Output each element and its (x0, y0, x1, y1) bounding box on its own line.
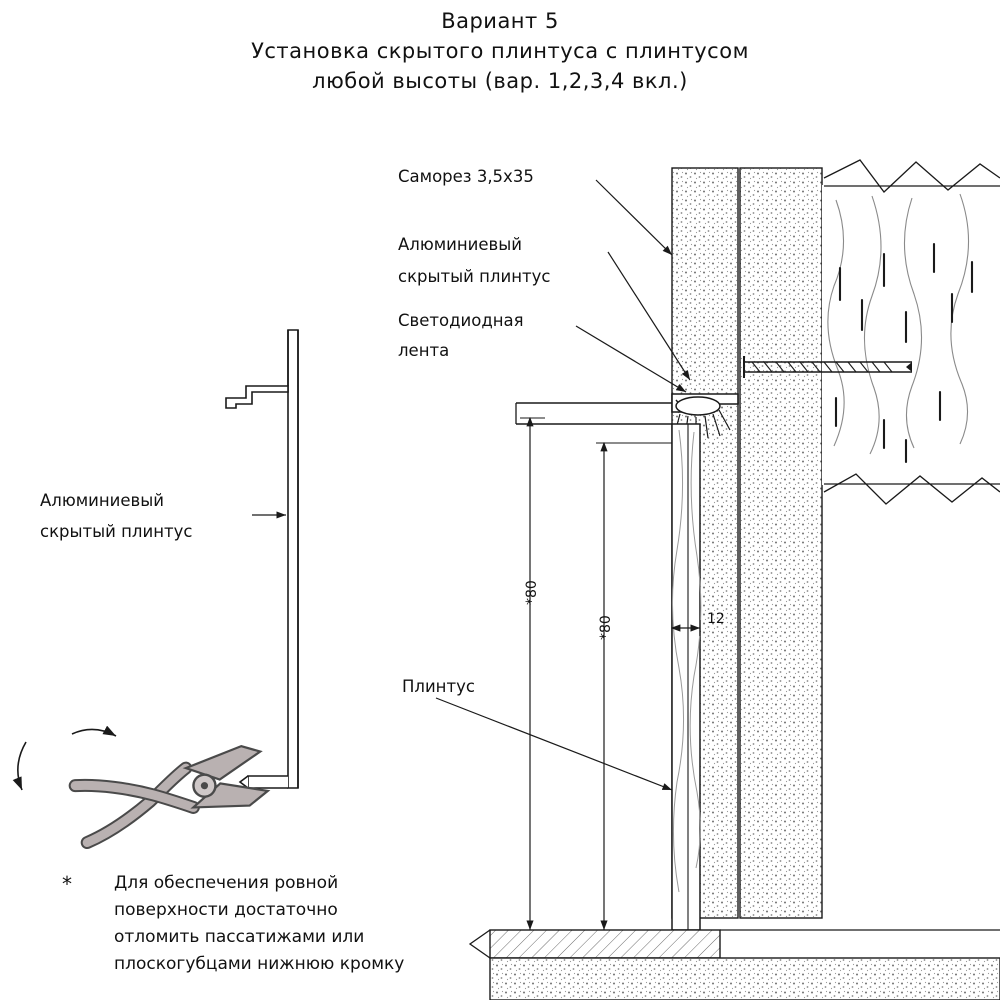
dimension-inner-80 (596, 443, 672, 930)
footnote-line-4: плоскогубцами нижнюю кромку (114, 954, 405, 974)
wall-timber-right (822, 160, 1000, 504)
dimension-label-outer: *80 (524, 580, 540, 605)
footnote-line-3: отломить пассатижами или (114, 927, 365, 947)
footnote-line-1: Для обеспечения ровной (114, 873, 339, 893)
callout-aluminium-left-line1: Алюминиевый (40, 491, 165, 510)
callout-skirting: Плинтус (402, 677, 475, 696)
callout-led-strip-line2: лента (398, 341, 450, 360)
dimension-label-inner: *80 (598, 615, 614, 640)
aluminium-profile-detached (226, 330, 298, 788)
title-line-3: любой высоты (вар. 1,2,3,4 вкл.) (312, 69, 688, 93)
title-line-2: Установка скрытого плинтуса с плинтусом (251, 39, 749, 63)
leader-screw (596, 180, 672, 255)
pliers-tool-icon (18, 729, 272, 843)
callout-aluminium-skirting-line1: Алюминиевый (398, 235, 523, 254)
floor-assembly (470, 930, 1000, 1000)
leader-skirting (436, 698, 672, 790)
wall-core (740, 168, 822, 918)
callout-screw: Саморез 3,5х35 (398, 167, 534, 186)
footnote-line-2: поверхности достаточно (114, 900, 338, 920)
upper-horizontal-edge (516, 403, 672, 424)
callout-led-strip-line1: Светодиодная (398, 311, 524, 330)
leader-led-strip (576, 326, 686, 392)
title-line-1: Вариант 5 (441, 9, 559, 33)
callout-aluminium-skirting-line2: скрытый плинтус (398, 267, 551, 286)
callout-aluminium-left-line2: скрытый плинтус (40, 522, 193, 541)
skirting-board (672, 424, 701, 930)
dimension-label-thickness: 12 (707, 611, 725, 627)
dimension-outer-80 (520, 418, 545, 930)
footnote-marker: * (62, 872, 72, 896)
